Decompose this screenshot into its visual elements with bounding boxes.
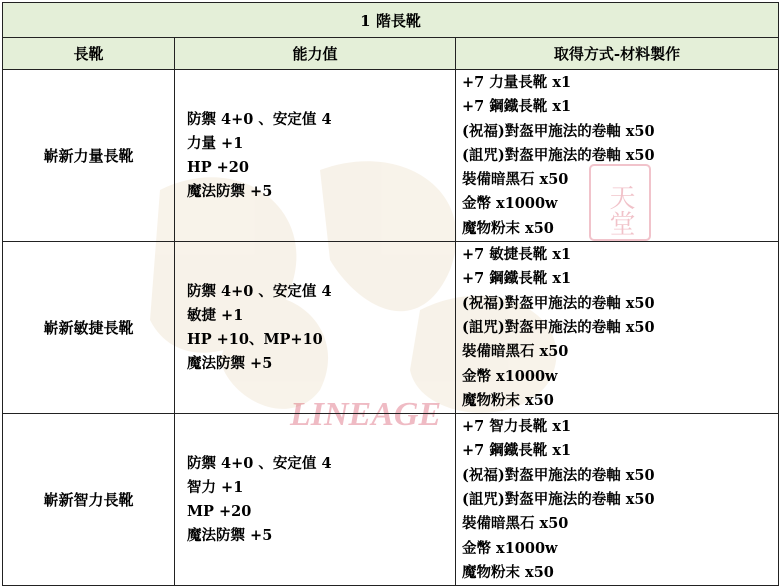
item-name: 嶄新力量長靴 (3, 70, 175, 242)
item-materials (456, 414, 779, 586)
material-line: (祝福)對盔甲施法的卷軸 x50 (462, 466, 655, 484)
table-row (3, 414, 779, 586)
stat-line: 敏捷 +1 (187, 306, 244, 324)
watermark-text: LINEAGE (290, 396, 442, 433)
material-line: (祝福)對盔甲施法的卷軸 x50 (462, 294, 655, 312)
item-stats (175, 242, 456, 414)
material-line: 魔物粉末 x50 (462, 219, 554, 237)
material-line: 裝備暗黑石 x50 (462, 515, 569, 533)
stat-line: 防禦 4+0 、安定值 4 (187, 282, 332, 300)
material-line: +7 力量長靴 x1 (462, 74, 572, 91)
material-line: +7 敏捷長靴 x1 (462, 246, 572, 264)
table-row (3, 242, 779, 414)
material-line: 金幣 x1000w (462, 539, 558, 557)
stat-line: 魔法防禦 +5 (187, 354, 273, 372)
material-line: (詛咒)對盔甲施法的卷軸 x50 (462, 491, 655, 509)
material-line: +7 智力長靴 x1 (462, 418, 572, 436)
material-line: 魔物粉末 x50 (462, 391, 554, 409)
item-materials (456, 70, 779, 242)
material-line: 金幣 x1000w (462, 195, 558, 213)
column-header-boots: 長靴 (3, 38, 175, 70)
table-row (3, 70, 779, 242)
item-name: 嶄新敏捷長靴 (3, 242, 175, 414)
stat-line: 魔法防禦 +5 (187, 526, 273, 544)
column-header-acquisition: 取得方式-材料製作 (456, 38, 779, 70)
material-line: 裝備暗黑石 x50 (462, 171, 569, 189)
table-title: 1 階長靴 (3, 3, 779, 38)
item-stats (175, 414, 456, 586)
material-line: +7 鋼鐵長靴 x1 (462, 270, 572, 288)
material-line: +7 鋼鐵長靴 x1 (462, 98, 572, 116)
stat-line: 力量 +1 (187, 134, 244, 152)
stat-line: 智力 +1 (187, 478, 244, 496)
material-line: 魔物粉末 x50 (462, 563, 554, 581)
item-stats (175, 70, 456, 242)
stat-line: 魔法防禦 +5 (187, 182, 273, 200)
material-line: (詛咒)對盔甲施法的卷軸 x50 (462, 318, 655, 336)
watermark-seal: 天堂 (605, 184, 635, 236)
stat-line: MP +20 (187, 502, 252, 520)
stat-line: HP +20 (187, 158, 249, 176)
item-name: 嶄新智力長靴 (3, 414, 175, 586)
material-line: 金幣 x1000w (462, 367, 558, 385)
stat-line: 防禦 4+0 、安定值 4 (187, 454, 332, 472)
material-line: 裝備暗黑石 x50 (462, 343, 569, 361)
column-header-stats: 能力值 (175, 38, 456, 70)
material-line: +7 鋼鐵長靴 x1 (462, 442, 572, 460)
stat-line: 防禦 4+0 、安定值 4 (187, 110, 332, 128)
material-line: (祝福)對盔甲施法的卷軸 x50 (462, 122, 655, 140)
item-materials (456, 242, 779, 414)
material-line: (詛咒)對盔甲施法的卷軸 x50 (462, 146, 655, 164)
boots-table (2, 2, 779, 586)
stat-line: HP +10、MP+10 (187, 330, 323, 348)
